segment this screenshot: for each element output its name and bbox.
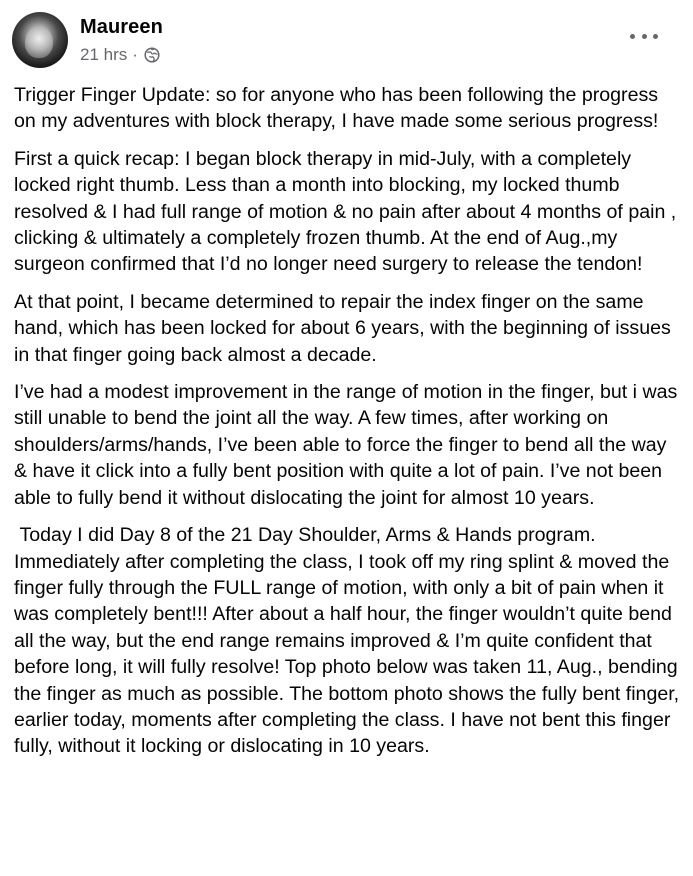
post-paragraph: At that point, I became determined to repair the index finger on the same hand, which has been locked for about 6 years, with the beginning of issues in that finger going back almost a decade.: [14, 290, 677, 366]
post-paragraph: Trigger Finger Update: so for anyone who has been following the progress on my adventures with block therapy, I have made some serious progress!: [14, 84, 664, 133]
more-dot: [653, 34, 658, 39]
post-meta: [80, 45, 160, 65]
author-name[interactable]: Maureen: [80, 16, 163, 38]
more-options-icon[interactable]: [630, 30, 658, 42]
post-paragraph: I’ve had a modest improvement in the range of motion in the finger, but i was still unable to bend the joint all the way. A few times, after working on shoulders/arms/hands, I’ve been able to force the finger to bend all the way & have it click into a fully bent position with quite a lot of pain. I’ve not been able to fully bend it without dislocating the joint for almost 10 years.: [14, 381, 683, 509]
post-header: [12, 12, 682, 72]
avatar[interactable]: [12, 12, 68, 68]
globe-icon[interactable]: [144, 47, 160, 63]
meta-separator: ·: [132, 45, 138, 64]
more-dot: [630, 34, 635, 39]
post-time[interactable]: 21 hrs: [80, 45, 128, 64]
post-body: [14, 82, 684, 771]
avatar-photo: [25, 26, 53, 58]
post-paragraph: First a quick recap: I began block therapy in mid-July, with a completely locked right thumb. Less than a month into blocking, my locked thumb resolved & I had full range of motion & no pain after about 4 months of pain , clicking & ultimately a completely frozen thumb. At the end of Aug.,my surgeon confirmed that I’d no longer need surgery to release the tendon!: [14, 147, 682, 276]
more-dot: [642, 34, 647, 39]
post-paragraph: Today I did Day 8 of the 21 Day Shoulder, Arms & Hands program. Immediately after completing the class, I took off my ring splint & moved the finger fully through the FULL range of motion, with only a bit of pain when it was completely bent!!! After about a half hour, the finger wouldn’t quite bend all the way, but the end range remains improved & I’m quite confident that before long, it will fully resolve! Top photo below was taken 11, Aug., bending the finger as much as possible. The bottom photo shows the fully bent finger, earlier today, moments after completing the class. I have not bent this finger fully, without it locking or dislocating in 10 years.: [14, 524, 685, 758]
